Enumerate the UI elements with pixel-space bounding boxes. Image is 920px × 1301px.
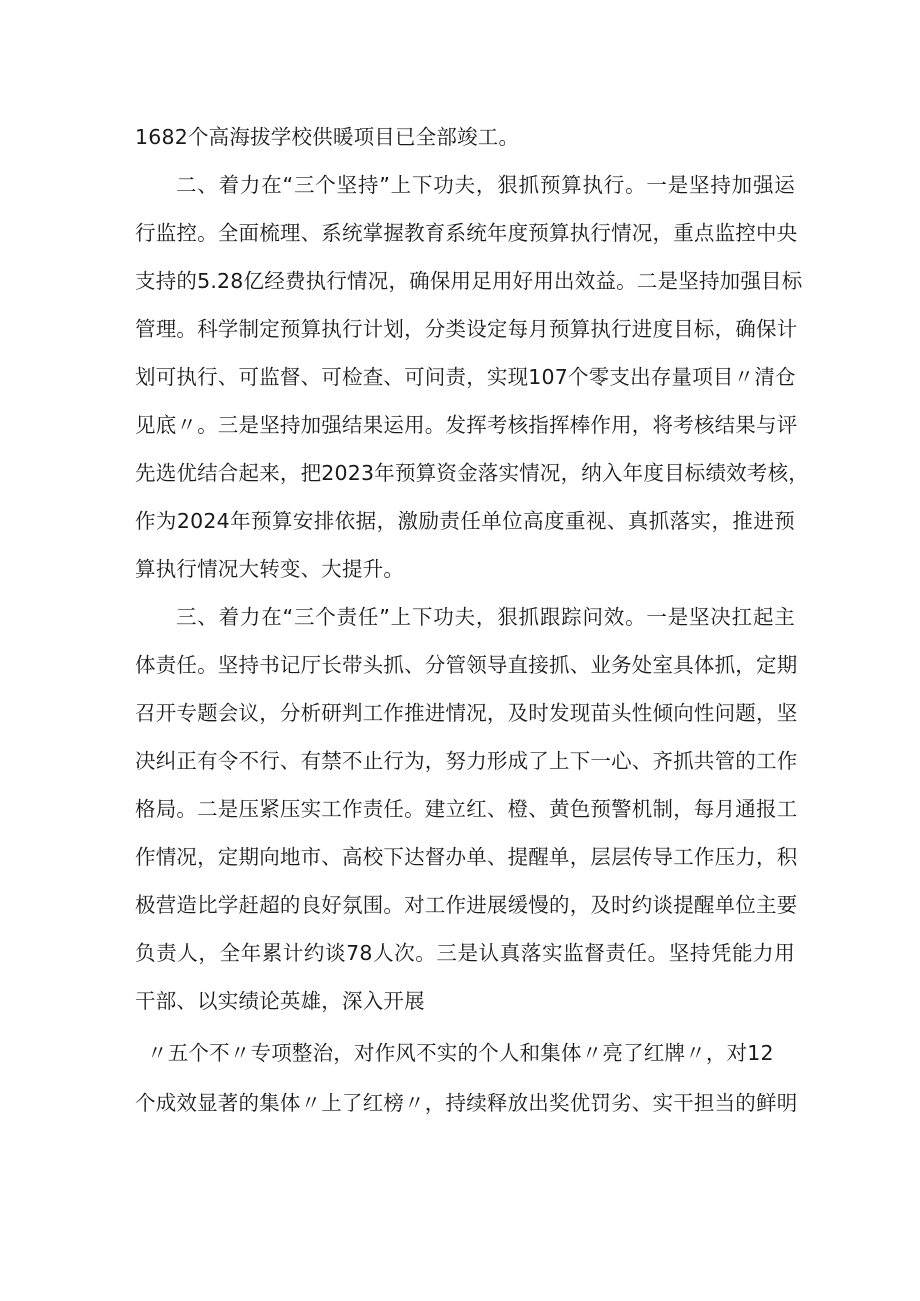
text-line: 个成效显著的集体〃上了红榜〃，持续释放出奖优罚劣、实干担当的鲜明 xyxy=(135,1091,798,1115)
text-line: 行监控。全面梳理、系统掌握教育系统年度预算执行情况，重点监控中央 xyxy=(135,221,798,245)
text-line: 决纠正有令不行、有禁不止行为，努力形成了上下一心、齐抓共管的工作 xyxy=(135,749,798,773)
text-line: 见底〃。三是坚持加强结果运用。发挥考核指挥棒作用，将考核结果与评 xyxy=(135,413,798,437)
text-line: 召开专题会议，分析研判工作推进情况，及时发现苗头性倾向性问题，坚 xyxy=(135,701,798,725)
paragraph-3-first-line: 三、着力在“三个责任”上下功夫，狠抓跟踪问效。一是坚决扛起主 xyxy=(176,605,795,629)
text-line: 极营造比学赶超的良好氛围。对工作进展缓慢的，及时约谈提醒单位主要 xyxy=(135,893,798,917)
text-line: 算执行情况大转变、大提升。 xyxy=(135,557,405,581)
text-line: 先选优结合起来，把2023年预算资金落实情况，纳入年度目标绩效考核， xyxy=(135,461,809,485)
text-line: 支持的5.28亿经费执行情况，确保用足用好用出效益。二是坚持加强目标 xyxy=(135,269,803,293)
text-line: 划可执行、可监督、可检查、可问责，实现107个零支出存量项目〃清仓 xyxy=(135,365,796,389)
text-line: 管理。科学制定预算执行计划，分类设定每月预算执行进度目标，确保计 xyxy=(135,317,798,341)
text-line: 〃五个不〃专项整治，对作风不实的个人和集体〃亮了红牌〃，对12 xyxy=(147,1041,774,1065)
text-line: 作为2024年预算安排依据，激励责任单位高度重视、真抓落实，推进预 xyxy=(135,509,795,533)
text-line: 负责人，全年累计约谈78人次。三是认真落实监督责任。坚持凭能力用 xyxy=(135,941,795,965)
text-line: 干部、以实绩论英雄，深入开展 xyxy=(135,989,425,1013)
text-line: 体责任。坚持书记厅长带头抓、分管领导直接抓、业务处室具体抓，定期 xyxy=(135,653,798,677)
text-line: 1682个高海拔学校供暖项目已全部竣工。 xyxy=(135,125,520,149)
text-line: 作情况，定期向地市、高校下达督办单、提醒单，层层传导工作压力，积 xyxy=(135,845,798,869)
paragraph-2-first-line: 二、着力在“三个坚持”上下功夫，狠抓预算执行。一是坚持加强运 xyxy=(176,173,795,197)
text-line: 格局。二是压紧压实工作责任。建立红、橙、黄色预警机制，每月通报工 xyxy=(135,797,798,821)
